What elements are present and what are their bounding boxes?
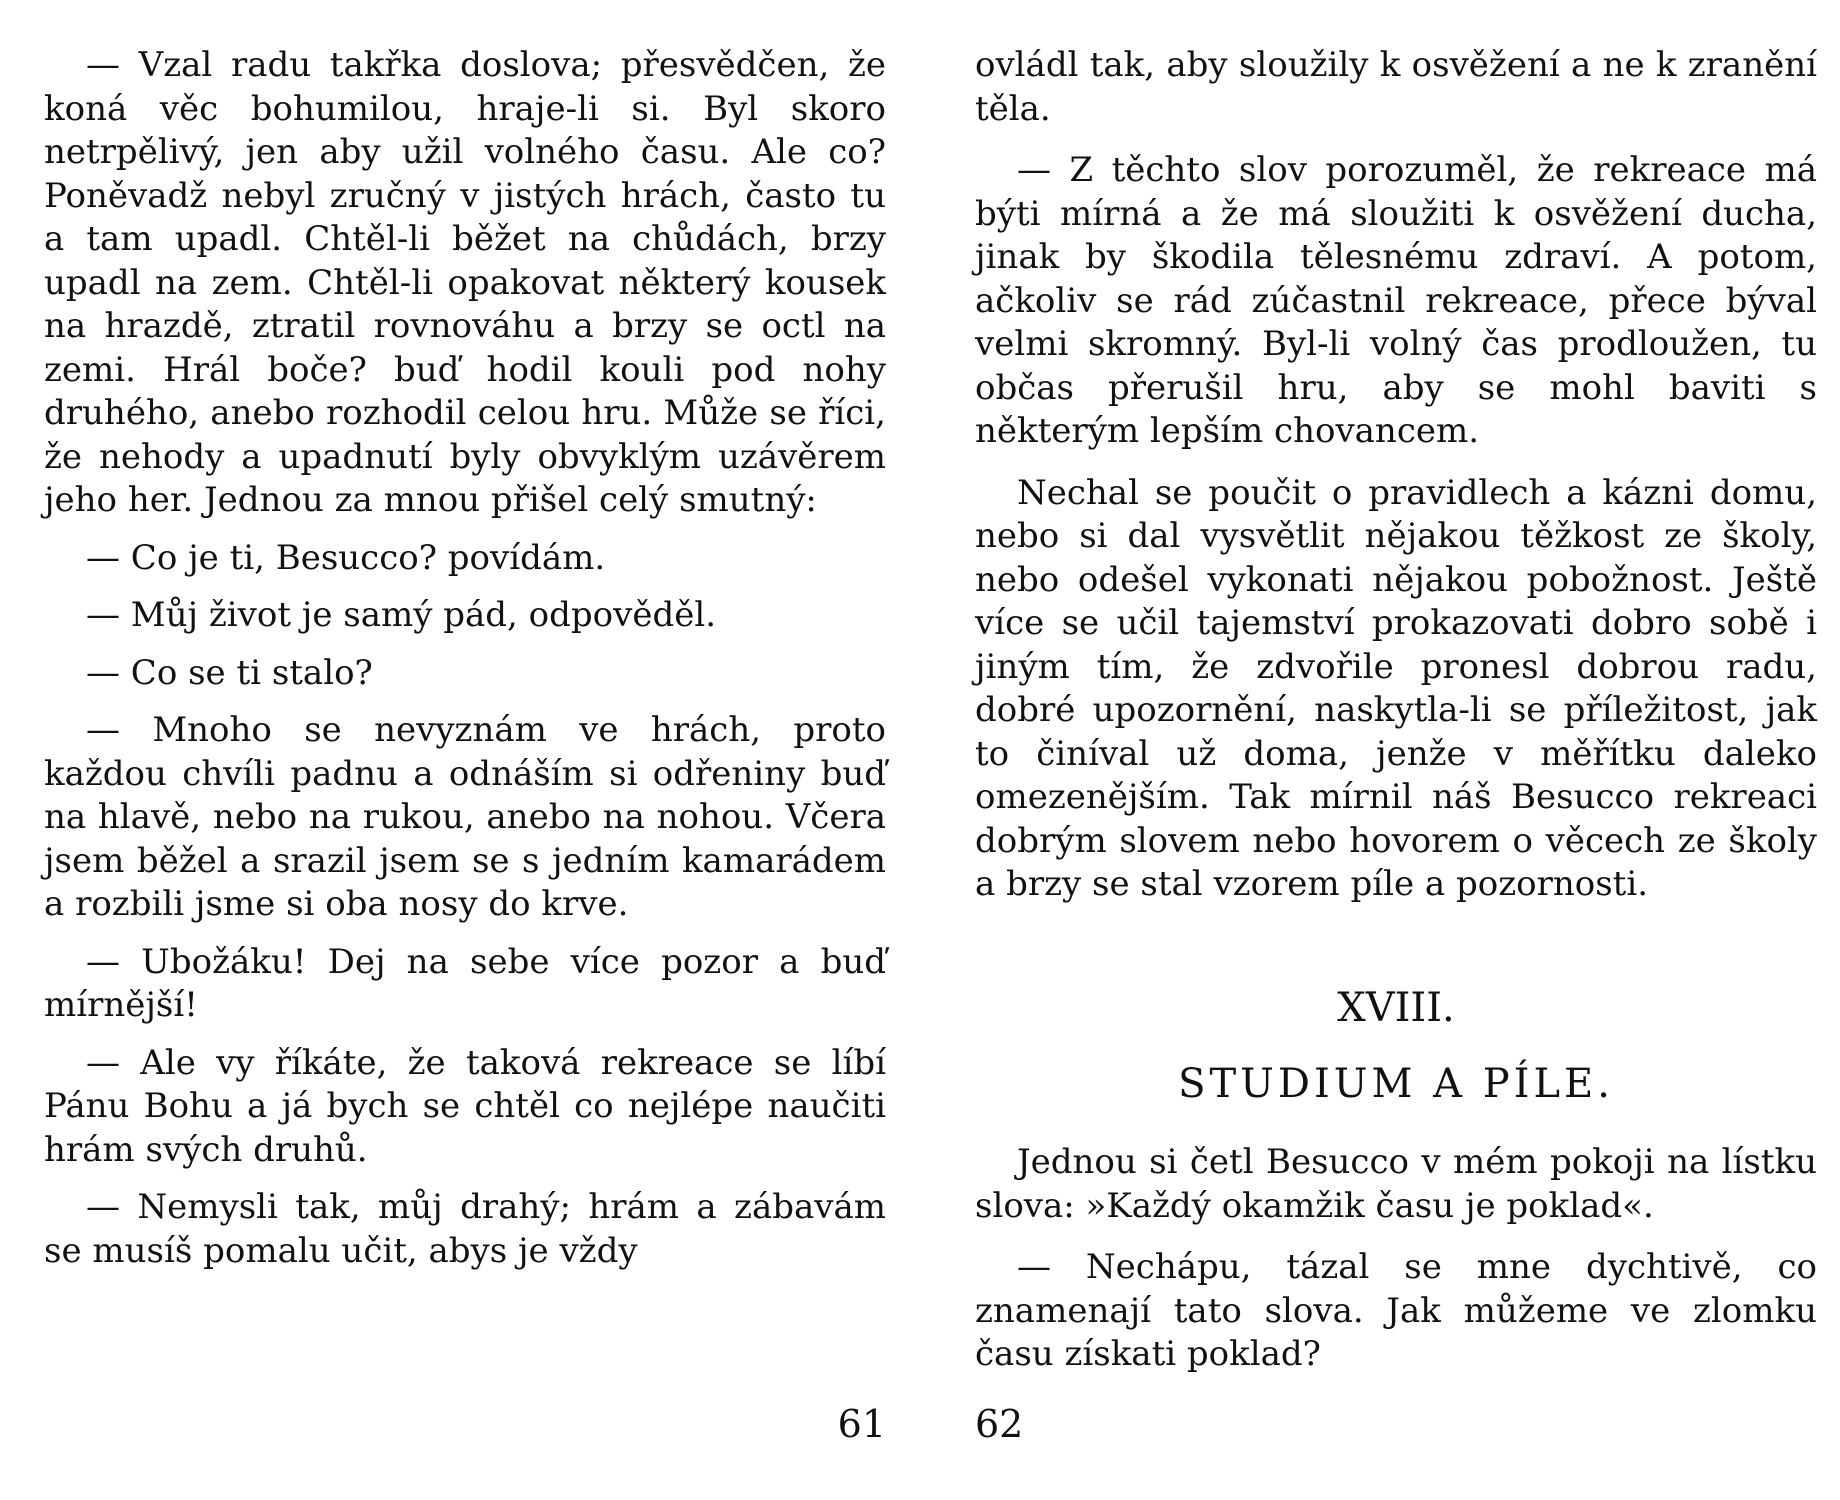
page-number-left: 61 bbox=[837, 1402, 886, 1446]
left-paragraph-6: — Ubožáku! Dej na sebe více pozor a buď mírnější! bbox=[44, 941, 886, 1025]
right-paragraph-5: — Nechápu, tázal se mne dychtivě, co znamenají tato slova. Jak můžeme ve zlomku času získati poklad? bbox=[975, 1247, 1817, 1374]
page-number-right: 62 bbox=[975, 1402, 1024, 1446]
left-paragraph-1: — Vzal radu takřka doslova; přesvědčen, že koná věc bohumilou, hraje-li si. Byl skoro netrpělivý, jen aby užil volného času. Ale co? Poněvadž nebyl zručný v jistých hrách, často tu a tam upadl. Chtěl-li běžet na chůdách, brzy upadl na zem. Chtěl-li opakovat některý kousek na hrazdě, ztratil rovnováhu a brzy se octl na zemi. Hrál boče? buď hodil kouli pod nohy druhého, anebo rozhodil celou hru. Může se říci, že nehody a upadnutí byly obvyklým uzávěrem jeho her. Jednou za mnou přišel celý smutný: bbox=[44, 45, 886, 520]
right-paragraph-2: — Z těchto slov porozuměl, že rekreace má býti mírná a že má sloužiti k osvěžení ducha, jinak by škodila tělesnému zdraví. A potom, ačkoliv se rád zúčastnil rekreace, přece býval velmi skromný. Byl-li volný čas prodloužen, tu občas přerušil hru, aby se mohl baviti s některým lepším chovancem. bbox=[975, 150, 1817, 451]
left-page bbox=[44, 44, 886, 1460]
chapter-body bbox=[975, 1141, 1817, 1377]
right-page bbox=[975, 44, 1817, 1460]
right-paragraph-4: Jednou si četl Besucco v mém pokoji na lístku slova: »Každý okamžik času je poklad«. bbox=[975, 1142, 1817, 1226]
left-paragraph-2: — Co je ti, Besucco? povídám. bbox=[86, 537, 606, 578]
right-paragraph-3: Nechal se poučit o pravidlech a kázni domu, nebo si dal vysvětlit nějakou těžkost ze školy, nebo odešel vykonati nějakou pobožnost. Ještě více se učil tajemství prokazovati dobro sobě i jiným tím, že zdvořile pronesl dobrou radu, dobré upozornění, naskytla-li se příležitost, jak to činíval už doma, jenže v měřítku daleko omezenějším. Tak mírnil náš Besucco rekreaci dobrým slovem nebo hovorem o věcech ze školy a brzy se stal vzorem píle a pozornosti. bbox=[975, 472, 1817, 904]
left-paragraph-4: — Co se ti stalo? bbox=[86, 652, 373, 693]
left-paragraph-7: — Ale vy říkáte, že taková rekreace se líbí Pánu Bohu a já bych se chtěl co nejlépe naučiti hrám svých druhů. bbox=[44, 1042, 886, 1170]
right-paragraph-1: ovládl tak, aby sloužily k osvěžení a ne k zranění těla. bbox=[975, 45, 1817, 129]
chapter-number: XVIII. bbox=[1337, 985, 1455, 1031]
chapter-title: STUDIUM A PÍLE. bbox=[1178, 1061, 1614, 1107]
left-paragraph-8: — Nemysli tak, můj drahý; hrám a zábavám se musíš pomalu učit, abys je vždy bbox=[44, 1187, 886, 1271]
left-paragraph-5: — Mnoho se nevyznám ve hrách, proto každou chvíli padnu a odnáším si odřeniny buď na hlavě, nebo na rukou, anebo na nohou. Včera jsem běžel a srazil jsem se s jedním kamarádem a rozbili jsme si oba nosy do krve. bbox=[44, 710, 886, 924]
left-paragraph-3: — Můj život je samý pád, odpověděl. bbox=[86, 595, 717, 635]
